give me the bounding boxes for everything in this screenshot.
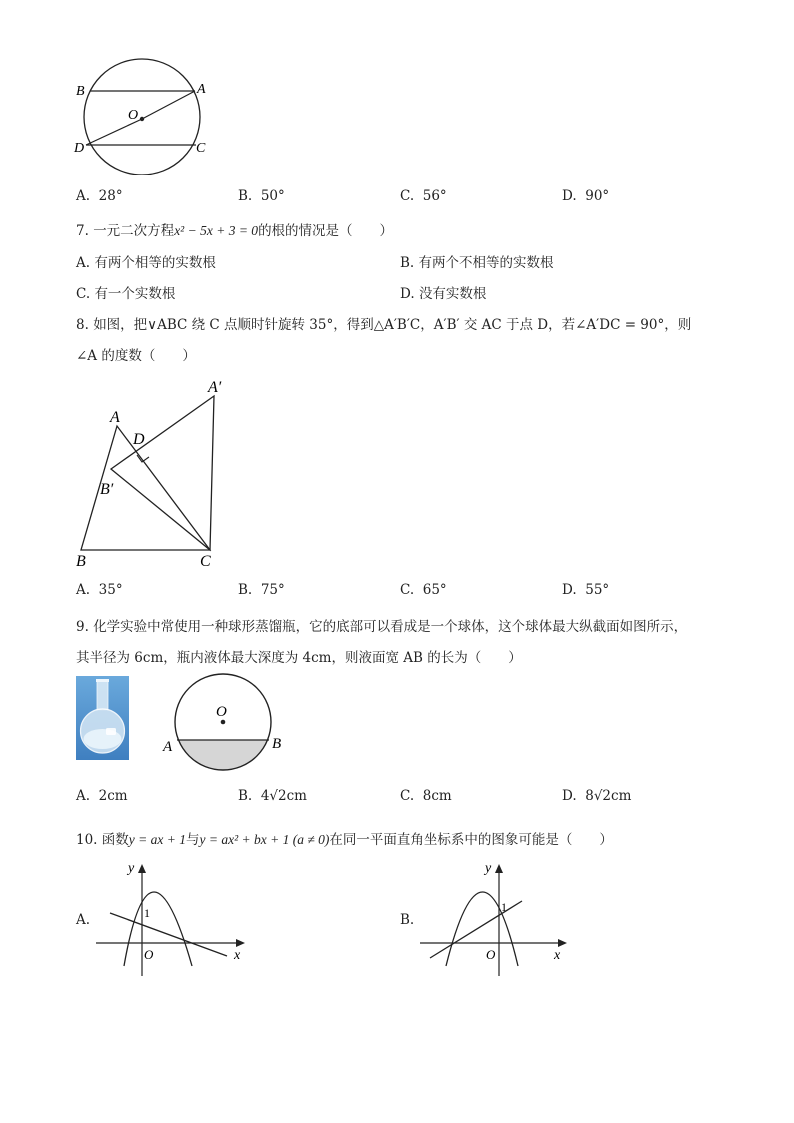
q6-label-o: O: [128, 108, 139, 123]
q8-line1-text: 如图，把∨ABC 绕 C 点顺时针旋转 35°，得到△A′B′C，A′B′ 交 AC 于点 D，若∠A′DC = 90°，则: [93, 317, 692, 333]
q6-option-a[interactable]: A. 28°: [76, 188, 123, 204]
q9-stem-line1: [76, 615, 687, 635]
q7-option-a[interactable]: A. 有两个相等的实数根: [76, 255, 216, 271]
q9-number: 9.: [76, 619, 89, 635]
q6-option-c[interactable]: C. 56°: [400, 188, 447, 204]
q6-option-d[interactable]: D. 90°: [562, 188, 610, 204]
q8-option-a[interactable]: A. 35°: [76, 582, 123, 598]
q10-option-b[interactable]: B.: [400, 912, 415, 928]
q10-stem: [76, 828, 613, 848]
q9-center-dot: [221, 720, 226, 725]
q9-label-b: B: [272, 736, 282, 752]
q8-label-b-prime: B′: [100, 481, 114, 498]
q10a-label-1: 1: [144, 906, 150, 920]
q10b-label-1: 1: [501, 900, 507, 914]
q8-number: 8.: [76, 317, 89, 333]
q6-center-dot: [140, 117, 144, 121]
q6-line-oa: [142, 91, 195, 119]
q10a-parabola: [124, 892, 192, 966]
q8-label-a: A: [110, 409, 120, 426]
q10b-y-arrow: [495, 864, 503, 873]
q10b-parabola: [446, 892, 518, 966]
q8-triangle-a-prime-b-prime-c: [111, 396, 214, 550]
q8-option-d[interactable]: D. 55°: [562, 582, 610, 598]
q6-option-b[interactable]: B. 50°: [238, 188, 285, 204]
q10-number: 10.: [76, 832, 98, 848]
q10-func1: y = ax + 1: [128, 832, 186, 847]
q8-option-b[interactable]: B. 75°: [238, 582, 285, 598]
q7-stem: [76, 219, 393, 239]
q10a-y-arrow: [138, 864, 146, 873]
q9-option-c[interactable]: C. 8cm: [400, 788, 452, 804]
q8-label-a-prime: A′: [208, 379, 222, 396]
q6-label-c: C: [196, 141, 206, 156]
q10b-x-arrow: [558, 939, 567, 947]
q8-stem-line1: [76, 313, 691, 333]
q6-label-d: D: [74, 141, 85, 156]
q9-option-b[interactable]: B. 4√2cm: [238, 788, 307, 804]
q9-label-a: A: [163, 739, 173, 755]
q8-label-d: D: [133, 431, 145, 448]
q10a-x-arrow: [236, 939, 245, 947]
q8-rotation-figure: [70, 372, 240, 572]
q7-equation: x² − 5x + 3 = 0: [174, 223, 259, 238]
q7-stem-post: 的根的情况是（ ）: [258, 223, 394, 239]
q9-option-a[interactable]: A. 2cm: [76, 788, 128, 804]
flask-photo: [76, 676, 129, 760]
q10b-label-x: x: [554, 948, 561, 963]
q10-option-a[interactable]: A.: [76, 912, 91, 928]
q10-graph-a: [92, 858, 252, 980]
q6-label-a: A: [197, 82, 206, 97]
q6-circle-figure: [70, 55, 230, 175]
q10-stem-post: 在同一平面直角坐标系中的图象可能是（ ）: [329, 832, 613, 848]
q10a-label-x: x: [234, 948, 241, 963]
q10-mid: 与: [186, 832, 200, 848]
q7-option-d[interactable]: D. 没有实数根: [400, 286, 487, 302]
q9-stem-line2: 其半径为 6cm，瓶内液体最大深度为 4cm，则液面宽 AB 的长为（ ）: [76, 650, 522, 666]
q10b-label-y: y: [485, 861, 492, 876]
q10a-label-o: O: [144, 947, 154, 962]
q10-graph-b: [416, 858, 576, 980]
q8-stem-line2: ∠A 的度数（ ）: [76, 348, 196, 364]
q7-option-c[interactable]: C. 有一个实数根: [76, 286, 176, 302]
q9-line1-text: 化学实验中常使用一种球形蒸馏瓶，它的底部可以看成是一个球体，这个球体最大纵截面如图所示，: [93, 619, 688, 635]
q9-circle-figure: [158, 672, 298, 777]
q7-stem-pre: 一元二次方程: [93, 223, 175, 239]
q9-label-o: O: [216, 704, 227, 720]
q6-label-b: B: [76, 84, 85, 99]
q8-label-c: C: [200, 553, 211, 570]
q8-label-b: B: [76, 553, 86, 570]
q10-stem-pre: 函数: [101, 832, 129, 848]
q10a-label-y: y: [128, 861, 135, 876]
q8-option-c[interactable]: C. 65°: [400, 582, 447, 598]
q9-option-d[interactable]: D. 8√2cm: [562, 788, 632, 804]
q7-number: 7.: [76, 223, 89, 239]
q10b-label-o: O: [486, 947, 496, 962]
q7-option-b[interactable]: B. 有两个不相等的实数根: [400, 255, 554, 271]
q10-func2: y = ax² + bx + 1 (a ≠ 0): [199, 832, 330, 847]
